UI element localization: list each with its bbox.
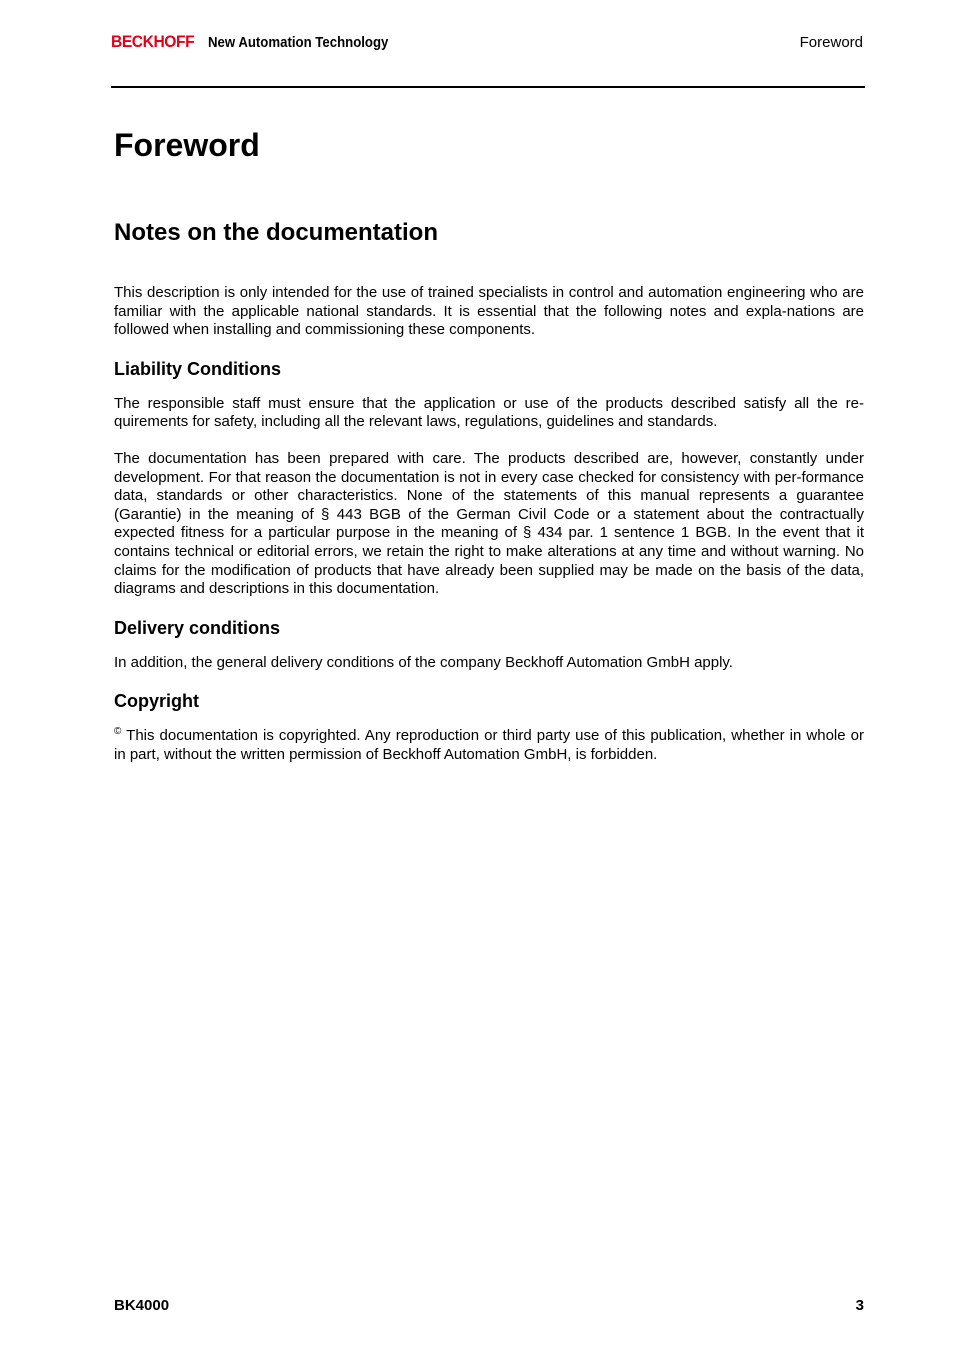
header-section-title: Foreword xyxy=(799,34,863,51)
page-footer xyxy=(114,1297,864,1314)
delivery-paragraph: In addition, the general delivery conditions of the company Beckhoff Automation GmbH apply. xyxy=(114,653,733,671)
copyright-heading: Copyright xyxy=(114,691,199,712)
liability-heading: Liability Conditions xyxy=(114,358,281,379)
page-number: 3 xyxy=(855,1297,864,1314)
copyright-text: This documentation is copyrighted. Any reproduction or third party use of this publication, whether in whole or in part, without the written permission of Beckhoff Automation GmbH, is forbidden. xyxy=(114,727,864,763)
page-content xyxy=(114,126,864,783)
liability-paragraph-1: The responsible staff must ensure that the application or use of the products described satisfy all the re-quirements for safety, including all the relevant laws, regulations, guidelines and standards. xyxy=(114,394,864,431)
intro-paragraph: This description is only intended for the use of trained specialists in control and automation engineering who are familiar with the applicable national standards. It is essential that the following notes and expla-nations are followed when installing and commissioning these components. xyxy=(114,284,864,339)
logo-tagline: New Automation Technology xyxy=(207,34,389,51)
footer-product: BK4000 xyxy=(114,1297,170,1314)
delivery-heading: Delivery conditions xyxy=(114,617,281,638)
page-header xyxy=(111,30,865,88)
logo-brand: BECKHOFF xyxy=(111,32,195,51)
copyright-symbol: © xyxy=(114,726,122,738)
section-title: Notes on the documentation xyxy=(114,219,438,246)
liability-paragraph-2: The documentation has been prepared with care. The products described are, however, constantly under development. For that reason the documentation is not in every case checked for consistency with per-formance data, standards or other characteristics. None of the statements of this manual represents a guarantee (Garantie) in the meaning of § 443 BGB of the German Civil Code or a statement about the contractually expected fitness for a particular purpose in the meaning of § 434 par. 1 sentence 1 BGB. In the event that it contains technical or editorial errors, we retain the right to make alterations at any time and without warning. No claims for the modification of products that have already been supplied may be made on the basis of the data, diagrams and descriptions in this documentation. xyxy=(114,449,864,598)
beckhoff-logo xyxy=(111,32,413,52)
copyright-paragraph xyxy=(114,727,864,764)
page-title: Foreword xyxy=(114,127,260,163)
